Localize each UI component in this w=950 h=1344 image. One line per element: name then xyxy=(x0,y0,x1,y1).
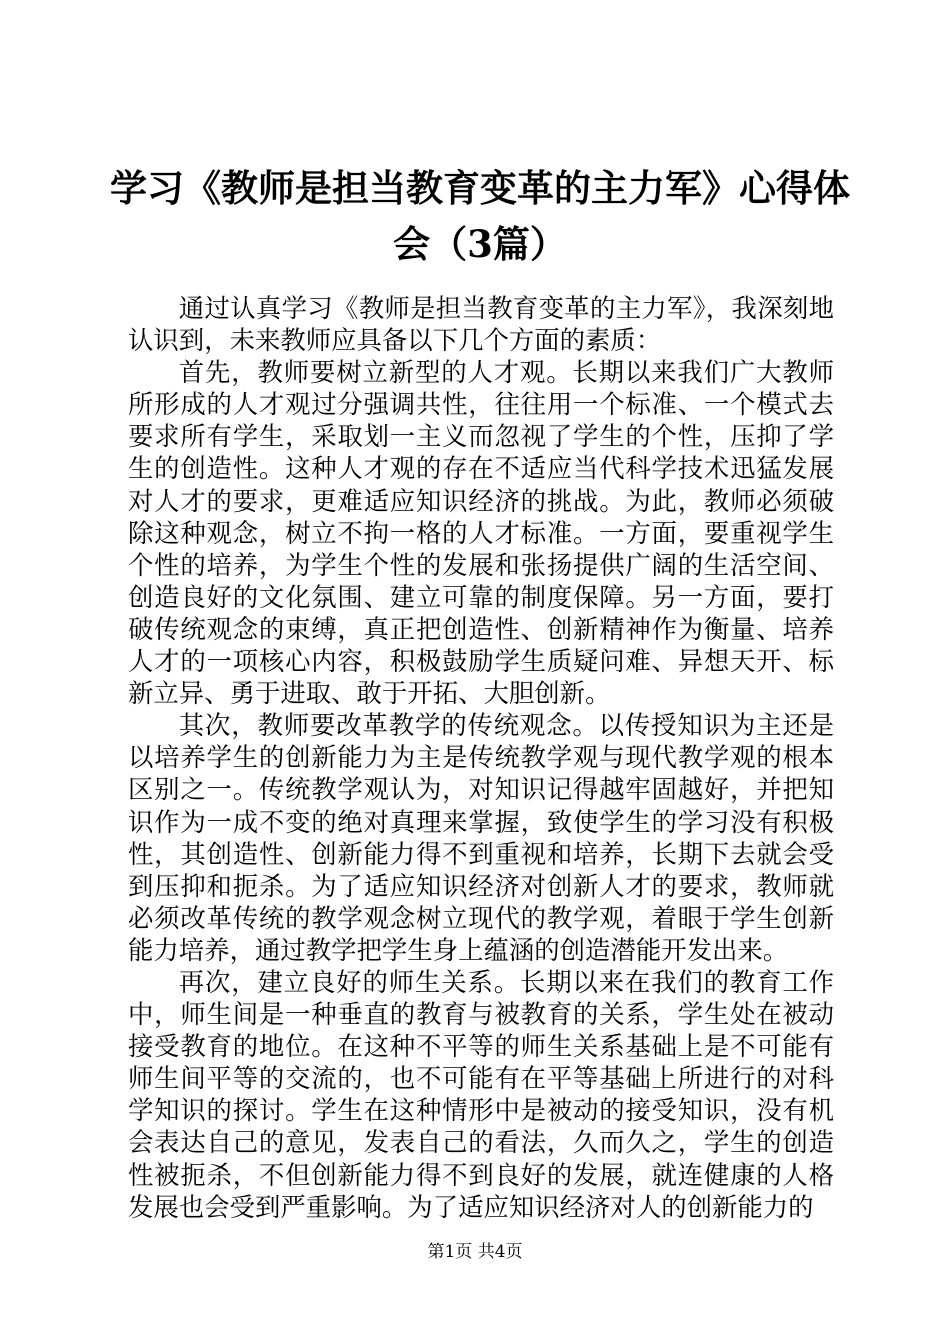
paragraph-third-point: 再次，建立良好的师生关系。长期以来在我们的教育工作中，师生间是一种垂直的教育与被教育的关系，学生处在被动接受教育的地位。在这种不平等的师生关系基础上是不可能有师生间平等的交流的，也不可能有在平等基础上所进行的对科学知识的探讨。学生在这种情形中是被动的接受知识，没有机会表达自己的意见，发表自己的看法，久而久之，学生的创造性被扼杀，不但创新能力得不到良好的发展，就连健康的人格发展也会受到严重影响。为了适应知识经济对人的创新能力的 xyxy=(128,966,834,1222)
title-line-2: 会（3篇） xyxy=(393,222,567,266)
page-number-footer: 第1页 共4页 xyxy=(427,1242,523,1262)
document-body xyxy=(128,292,834,1223)
paragraph-second-point: 其次，教师要改革教学的传统观念。以传授知识为主还是以培养学生的创新能力为主是传统教学观与现代教学观的根本区别之一。传统教学观认为，对知识记得越牢固越好，并把知识作为一成不变的绝对真理来掌握，致使学生的学习没有积极性，其创造性、创新能力得不到重视和培养，长期下去就会受到压抑和扼杀。为了适应知识经济对创新人才的要求，教师就必须改革传统的教学观念树立现代的教学观，着眼于学生创新能力培养，通过教学把学生身上蕴涵的创造潜能开发出来。 xyxy=(128,710,834,965)
paragraph-first-point: 首先，教师要树立新型的人才观。长期以来我们广大教师所形成的人才观过分强调共性，往往用一个标准、一个模式去要求所有学生，采取划一主义而忽视了学生的个性，压抑了学生的创造性。这种人才观的存在不适应当代科学技术迅猛发展对人才的要求，更难适应知识经济的挑战。为此，教师必须破除这种观念，树立不拘一格的人才标准。一方面，要重视学生个性的培养，为学生个性的发展和张扬提供广阔的生活空间、创造良好的文化氛围、建立可靠的制度保障。另一方面，要打破传统观念的束缚，真正把创造性、创新精神作为衡量、培养人才的一项核心内容，积极鼓励学生质疑问难、异想天开、标新立异、勇于进取、敢于开拓、大胆创新。 xyxy=(128,357,834,709)
paragraph-intro: 通过认真学习《教师是担当教育变革的主力军》，我深刻地认识到，未来教师应具备以下几个方面的素质： xyxy=(128,293,834,356)
document-title xyxy=(110,160,850,272)
title-line-1: 学习《教师是担当教育变革的主力军》心得体 xyxy=(110,166,850,210)
